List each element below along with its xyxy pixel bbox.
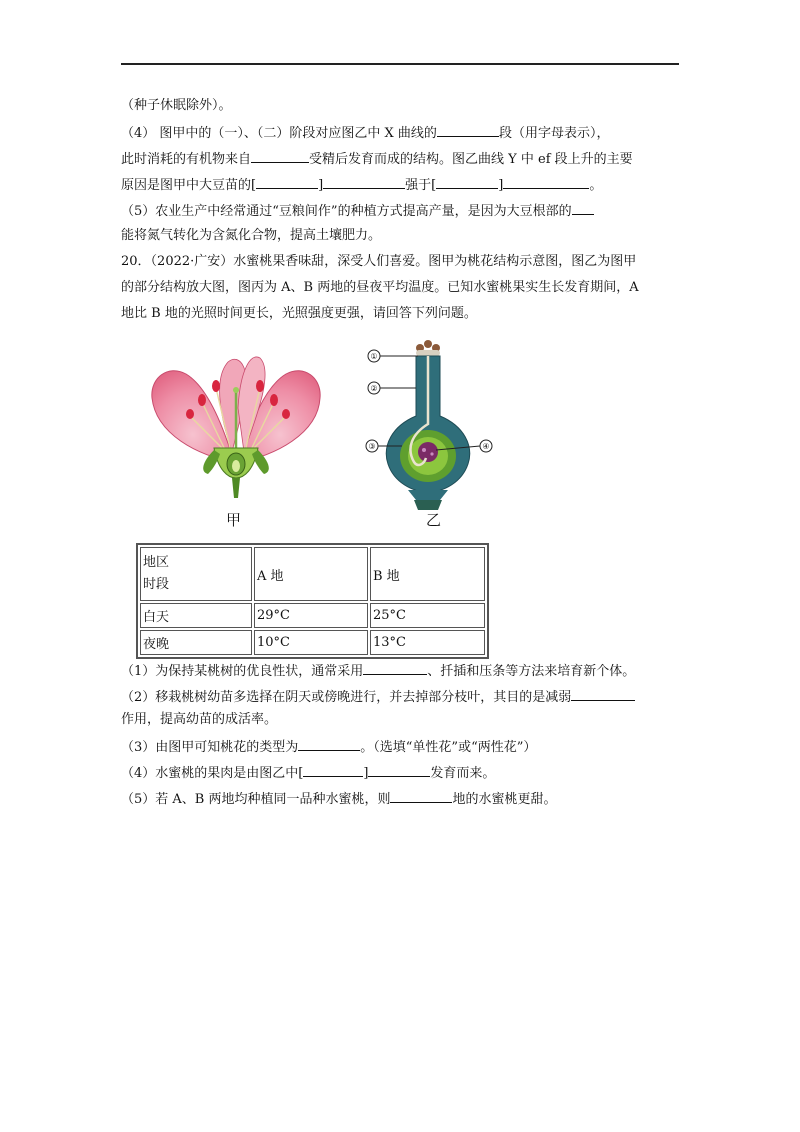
table-cell: 29°C [254,603,368,628]
table-cell: 13°C [370,630,485,655]
answer-blank[interactable] [363,660,427,675]
question-4 [121,122,609,144]
text: 强于[ [405,178,437,193]
sub-question-1 [121,660,635,682]
text: 。 [589,178,603,193]
text: （4）水蜜桃的果肉是由图乙中[ [121,766,304,781]
sub-question-3 [121,736,536,758]
answer-blank[interactable] [572,200,594,215]
table-cell: 白天 [140,603,252,628]
text: （1）为保持某桃树的优良性状，通常采用 [121,664,364,679]
figure-jia-label: 甲 [226,511,242,529]
text: 地区 [143,555,170,570]
text: （2）移栽桃树幼苗多选择在阴天或傍晚进行，并去掉部分枝叶，其目的是减弱 [121,690,572,705]
text: 作用，提高幼苗的成活率。 [121,712,278,727]
text: （4） 图甲中的（一）、（二）阶段对应图乙中 X 曲线的 [121,126,437,141]
sub-question-2 [121,686,635,708]
sub-question-4 [121,762,495,784]
text: ] [318,178,324,193]
answer-blank[interactable] [390,788,452,803]
answer-blank[interactable] [251,148,309,163]
text: 此时消耗的有机物来自 [121,152,252,167]
sub-question-5 [121,788,557,810]
sub-question-2-line2 [121,710,277,730]
table-row [140,630,485,655]
marker-3: ③ [368,442,376,451]
text: ] [363,766,369,781]
table-cell: 夜晚 [140,630,252,655]
answer-blank[interactable] [256,174,318,189]
peach-flower-diagram [148,352,324,502]
pistil-diagram [362,338,502,512]
marker-2: ② [370,384,378,393]
answer-blank[interactable] [571,686,635,701]
table-header-corner [140,547,252,601]
text: 。（选填“单性花”或“两性花”） [360,740,537,755]
text: （种子休眠除外）。 [121,98,232,113]
text: （3）由图甲可知桃花的类型为 [121,740,299,755]
text: 的部分结构放大图，图丙为 A、B 两地的昼夜平均温度。已知水蜜桃果实生长发育期间，A [121,280,639,295]
answer-blank[interactable] [323,174,405,189]
answer-blank[interactable] [298,736,360,751]
text: 地比 B 地的光照时间更长，光照强度更强，请回答下列问题。 [121,306,477,321]
text: 原因是图甲中大豆苗的[ [121,178,257,193]
table-row [140,603,485,628]
temperature-table [136,543,489,659]
table-header-b: B 地 [370,547,485,601]
question-20-line1 [121,252,636,272]
text: （5）农业生产中经常通过“豆粮间作”的种植方式提高产量，是因为大豆根部的 [121,204,572,219]
text-line [121,96,232,116]
table-cell: 25°C [370,603,485,628]
answer-blank[interactable] [303,762,363,777]
text: 时段 [143,577,170,592]
question-5-line2 [121,226,381,246]
text: 发育而来。 [430,766,496,781]
answer-blank[interactable] [437,122,499,137]
figure-yi-label: 乙 [426,511,442,529]
question-20-line3 [121,304,477,324]
text: 20．（2022·广安）水蜜桃果香味甜，深受人们喜爱。图甲为桃花结构示意图，图乙为图甲 [121,254,637,269]
text: 地的水蜜桃更甜。 [452,792,557,807]
text: 受精后发育而成的结构。图乙曲线 Y 中 ef 段上升的主要 [309,152,633,167]
table-cell: 10°C [254,630,368,655]
text: 段（用字母表示）， [498,126,610,141]
question-4-line2 [121,148,633,170]
text: ] [498,178,504,193]
text: 能将氮气转化为含氮化合物，提高土壤肥力。 [121,228,382,243]
answer-blank[interactable] [368,762,430,777]
answer-blank[interactable] [503,174,589,189]
text: 、扦插和压条等方法来培育新个体。 [427,664,636,679]
question-4-line3 [121,174,602,196]
table-header-a: A 地 [254,547,368,601]
question-5 [121,200,594,222]
text: （5）若 A、B 两地均种植同一品种水蜜桃，则 [121,792,391,807]
answer-blank[interactable] [436,174,498,189]
marker-4: ④ [482,442,490,451]
marker-1: ① [370,352,378,361]
question-20-line2 [121,278,639,298]
header-rule [121,63,679,65]
